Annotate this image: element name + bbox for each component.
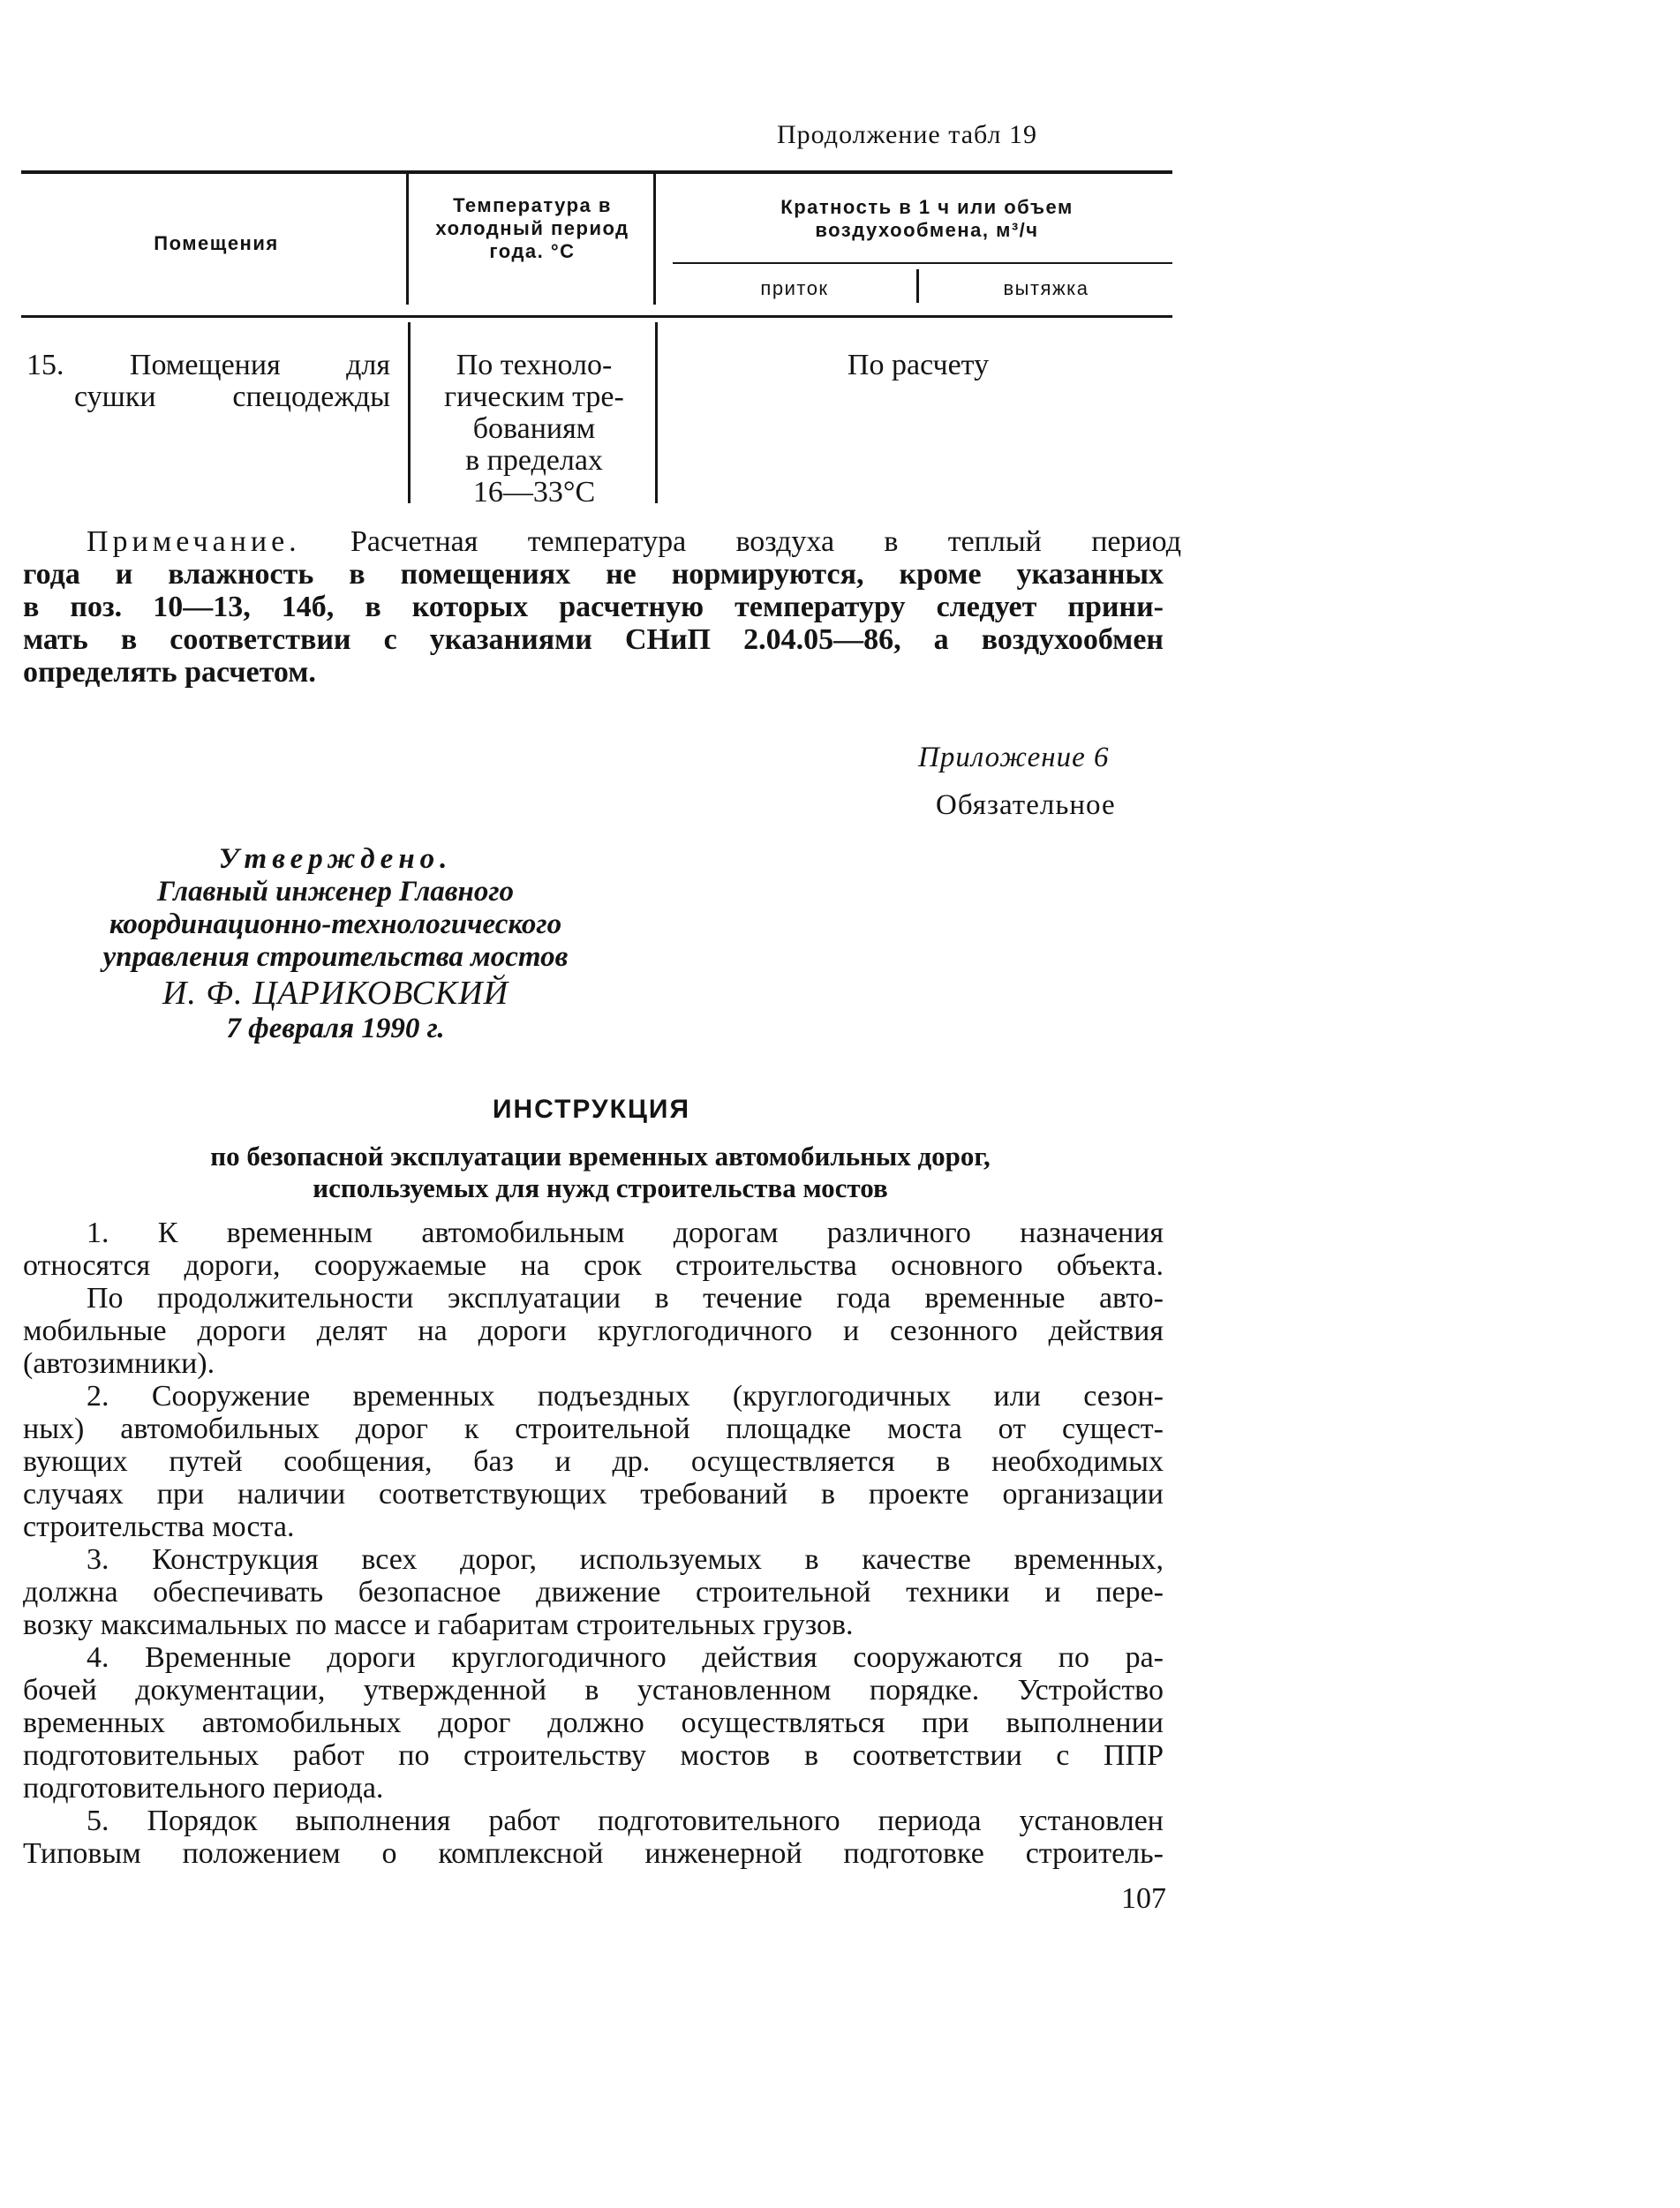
note-label: Примечание.: [87, 525, 301, 558]
paragraph-6: 5. Порядок выполнения работ подготовительного периода установлен Типовым положением о комплексной инженерной подготовке строитель-: [23, 1805, 1164, 1870]
row-temperature: По техноло- гическим тре- бованиям в пределах 16—33°С: [444, 349, 624, 509]
table-continuation-header: Продолжение табл 19: [777, 120, 1037, 149]
approval-heading: Утверждено.: [218, 843, 453, 875]
page-number: 107: [1121, 1882, 1166, 1915]
appendix-status: Обязательное: [936, 789, 1116, 821]
row-room-name: 15. Помещения для сушки спецодежды: [26, 349, 390, 413]
approver-name: И. Ф. ЦАРИКОВСКИЙ: [162, 975, 509, 1012]
paragraph-4: 3. Конструкция всех дорог, используемых в качестве временных, должна обеспечивать безопасное движение строительной техники и пере- возку максимальных по массе и габаритам строительных грузов.: [23, 1543, 1164, 1641]
table-vrule-1: [406, 172, 409, 305]
document-title: ИНСТРУКЦИЯ: [492, 1095, 691, 1124]
approval-block: Утверждено. Главный инженер Главного координационно-технологического управления строительства мостов И. Ф. ЦАРИКОВСКИЙ 7 февраля 1990 г.: [35, 843, 636, 1045]
table-body-vrule-1: [408, 322, 411, 503]
table-subheader-rule: [673, 262, 1172, 264]
approval-date: 7 февраля 1990 г.: [226, 1013, 445, 1044]
header-rooms: Помещения: [154, 232, 279, 254]
table-body-vrule-2: [655, 322, 658, 503]
paragraph-3: 2. Сооружение временных подъездных (круглогодичных или сезон- ных) автомобильных дорог к строительной площадке моста от сущест- вующих путей сообщения, баз и др. осуществляется в необходимых случаях при наличии соответствующих требований в проекте организации строительства моста.: [23, 1380, 1164, 1543]
table-top-rule: [21, 170, 1172, 174]
appendix-label: Приложение 6: [918, 742, 1110, 773]
header-air-exchange: Кратность в 1 ч или объем воздухообмена, м³/ч: [780, 196, 1074, 241]
table-vrule-3: [916, 269, 919, 303]
header-inflow: приток: [760, 277, 829, 299]
document-subtitle: по безопасной эксплуатации временных автомобильных дорог, используемых для нужд строительства мостов: [210, 1141, 991, 1203]
table-header-bottom-rule: [21, 315, 1172, 318]
header-exhaust: вытяжка: [1003, 277, 1089, 299]
row-air-exchange: По расчету: [847, 349, 990, 381]
table-vrule-2: [653, 172, 656, 305]
paragraph-5: 4. Временные дороги круглогодичного действия сооружаются по ра- бочей документации, утвержденной в установленном порядке. Устройство временных автомобильных дорог должно осуществляться при выполнении подготовительных работ по строительству мостов в соответствии с ППР подготовительного периода.: [23, 1641, 1164, 1805]
paragraph-2: По продолжительности эксплуатации в течение года временные авто- мобильные дороги делят на дороги круглогодичного и сезонного действия (автозимники).: [23, 1282, 1164, 1380]
header-temperature: Температура в холодный период года. °С: [435, 194, 629, 262]
paragraph-1: 1. К временным автомобильным дорогам различного назначения относятся дороги, сооружаемые на срок строительства основного объекта.: [23, 1217, 1164, 1282]
